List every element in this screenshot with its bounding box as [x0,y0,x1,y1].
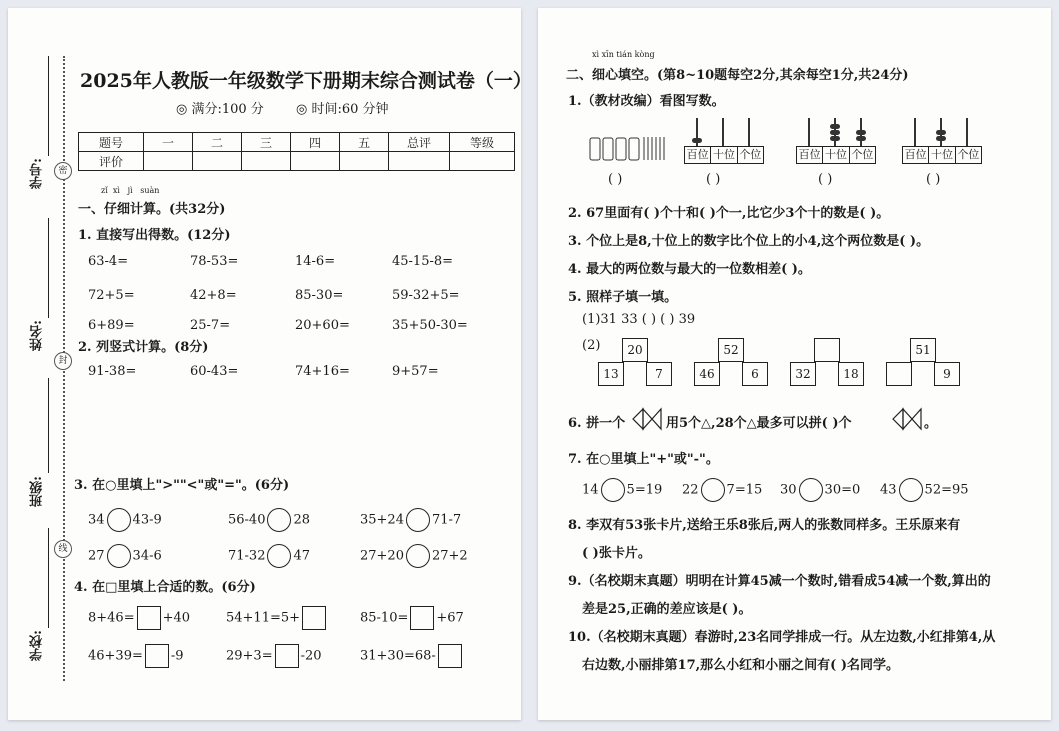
pattern-left-box: 13 [598,362,624,386]
seal-feng: 封 [54,352,72,370]
r-q9-line1: 9.（名校期末真题）明明在计算45减一个数时,错看成54减一个数,算出的 [568,574,991,589]
seal-xian: 线 [54,540,72,558]
compare-circle[interactable] [406,544,430,568]
q3-compare-item [88,508,162,532]
q3-compare-item [360,544,468,568]
q7-right-expr: 7=15 [726,482,763,498]
class-label: 班级: [30,476,45,507]
q3-right-expr: 43-9 [132,512,162,528]
compare-circle[interactable] [267,544,291,568]
pattern-top-box: 20 [622,338,648,362]
score-header-cell: 五 [340,133,389,152]
q7-left-num: 30 [780,482,797,498]
student-no-label: 学号: [30,158,45,189]
q7-left-num: 22 [682,482,699,498]
time-limit: ◎ 时间:60 分钟 [296,102,389,117]
operator-circle[interactable] [701,478,725,502]
q1-expression: 6+89= [88,318,135,333]
q3-right-expr: 34-6 [132,548,162,564]
r-q4: 4. 最大的两位数与最大的一位数相差( )。 [568,262,811,277]
pattern-right-box: 18 [838,362,864,386]
q7-item [780,478,860,502]
q1-expression: 78-53= [190,254,239,269]
q4-left-expr: 31+30=68- [360,648,436,664]
score-header-cell: 四 [291,133,340,152]
q2-item: 9+57= [392,364,439,379]
q1-answer-blank[interactable]: ( ) [706,172,721,187]
abacus-2 [796,118,876,166]
school-label: 学校: [30,630,45,661]
q3-compare-item [360,508,461,532]
name-label: 姓名: [30,320,45,351]
compare-circle[interactable] [406,508,430,532]
score-cell[interactable] [193,152,242,171]
q7-right-expr: 5=19 [626,482,663,498]
student-no-line [48,56,49,156]
abacus-ones-label: 个位 [957,148,980,161]
q3-right-expr: 71-7 [431,512,462,528]
compare-circle[interactable] [107,508,131,532]
score-table-header-row [79,133,515,152]
q1-expression: 42+8= [190,288,237,303]
r-q7-title: 7. 在○里填上"+"或"-"。 [568,452,719,467]
q4-left-expr: 8+46= [88,610,135,626]
abacus-hundreds-label: 百位 [797,147,823,163]
q1-expression: 72+5= [88,288,135,303]
school-line [48,528,49,628]
abacus-tens-label: 十位 [711,147,737,163]
q4-fill-item [226,606,328,630]
right-page [538,8,1051,720]
answer-box[interactable] [275,644,299,668]
seal-mi: 密 [54,162,72,180]
left-page [8,8,532,720]
abacus-tens-label: 十位 [929,147,955,163]
q4-fill-item [360,644,464,668]
r-q10-line1: 10.（名校期末真题）春游时,23名同学排成一行。从左边数,小红排第4,从 [568,630,996,645]
answer-box[interactable] [302,606,326,630]
r-q3: 3. 个位上是8,十位上的数字比个位上的小4,这个两位数是( )。 [568,234,930,249]
q4-left-expr: 46+39= [88,648,143,664]
q3-right-expr: 28 [293,512,311,528]
section2-pinyin: xì xīn tián kòng [592,50,655,59]
q1-answer-blank[interactable]: ( ) [926,172,941,187]
score-header-cell: 二 [193,133,242,152]
q7-left-num: 43 [880,482,897,498]
q4-left-expr: 85-10= [360,610,409,626]
score-row-label: 评价 [79,152,144,171]
score-header-cell: 题号 [79,133,144,152]
q1-expression: 85-30= [295,288,344,303]
pattern-right-box: 9 [934,362,960,386]
q3-left-expr: 27 [88,548,105,564]
abacus-ones-label: 个位 [739,148,762,161]
pattern-right-box: 7 [646,362,672,386]
counting-sticks-picture [588,134,668,164]
page-title: 2025年人教版一年级数学下册期末综合测试卷（一） [80,70,532,92]
r-q5-title: 5. 照样子填一填。 [568,290,678,305]
pattern-top-box: 51 [910,338,936,362]
q7-item [582,478,662,502]
q1-title: 1. 直接写出得数。(12分) [78,228,231,243]
section1-pinyin: zǐ xì jì suàn [101,186,160,195]
q1-expression: 59-32+5= [392,288,460,303]
pattern-left-box: 32 [790,362,816,386]
score-cell[interactable] [144,152,193,171]
q4-right-expr: +40 [162,610,191,626]
q4-fill-item [88,644,184,668]
answer-box[interactable] [410,606,434,630]
q1-expression: 14-6= [295,254,336,269]
q4-fill-item [88,606,190,630]
answer-box[interactable] [438,644,462,668]
q1-expression: 35+50-30= [392,318,468,333]
score-header-cell: 等级 [450,133,515,152]
operator-circle[interactable] [601,478,625,502]
q1-expression: 63-4= [88,254,129,269]
q4-left-expr: 54+11=5+ [226,610,301,626]
q3-left-expr: 56-40 [228,512,266,528]
score-header-cell: 一 [144,133,193,152]
q2-item: 74+16= [295,364,350,379]
q2-item: 91-38= [88,364,137,379]
abacus-hundreds-label: 百位 [685,147,711,163]
q4-right-expr: +67 [436,610,464,626]
score-header-cell: 三 [242,133,291,152]
compare-circle[interactable] [107,544,131,568]
q3-left-expr: 35+24 [360,512,404,528]
q3-left-expr: 34 [88,512,105,528]
class-line [48,378,49,473]
compare-circle[interactable] [267,508,291,532]
q7-left-num: 14 [582,482,599,498]
operator-circle[interactable] [799,478,823,502]
q7-item [682,478,762,502]
section2-title: 二、细心填空。(第8~10题每空2分,其余每空1分,共24分) [566,68,909,83]
r-q10-line2: 右边数,小丽排第17,那么小红和小丽之间有( )名同学。 [582,658,899,673]
q3-left-expr: 71-32 [228,548,266,564]
q1-expression: 20+60= [295,318,350,333]
q1-expression: 45-15-8= [392,254,454,269]
q4-right-expr: -9 [170,648,184,664]
pattern-left-box[interactable] [886,362,912,386]
r-q6-part1: 6. 拼一个 [568,416,626,431]
abacus-1 [684,118,764,166]
score-cell[interactable] [291,152,340,171]
q4-left-expr: 29+3= [226,648,273,664]
pattern-top-box[interactable] [814,338,840,362]
score-cell[interactable] [242,152,291,171]
q2-item: 60-43= [190,364,239,379]
q1-answer-blank[interactable]: ( ) [818,172,833,187]
name-line [48,218,49,318]
score-table-value-row [79,152,515,171]
q1-expression: 25-7= [190,318,231,333]
q4-fill-item [360,606,464,630]
q3-compare-item [228,544,310,568]
q7-right-expr: 52=95 [924,482,969,498]
pattern-top-box: 52 [718,338,744,362]
q7-right-expr: 30=0 [824,482,861,498]
q3-right-expr: 47 [293,548,311,564]
r-q8-line2: ( )张卡片。 [582,546,651,561]
pattern-left-box: 46 [694,362,720,386]
q3-left-expr: 27+20 [360,548,404,564]
abacus-ones-label: 个位 [851,148,874,161]
q3-title: 3. 在○里填上">""<"或"="。(6分) [74,478,290,493]
r-q5-line2-label: (2) [582,338,601,353]
q7-item [880,478,969,502]
answer-box[interactable] [137,606,161,630]
full-score: ◎ 满分:100 分 [176,102,264,117]
abacus-hundreds-label: 百位 [903,147,929,163]
r-q6-part3: 。 [924,416,938,431]
triangle-shape-icon [630,406,664,432]
score-cell[interactable] [389,152,450,171]
q4-right-expr: -20 [300,648,322,664]
answer-box[interactable] [145,644,169,668]
abacus-3 [902,118,982,166]
q3-right-expr: 27+2 [431,548,468,564]
score-table [78,132,515,171]
score-cell[interactable] [450,152,515,171]
triangle-shape-icon [890,406,924,432]
abacus-tens-label: 十位 [823,147,849,163]
q3-compare-item [228,508,310,532]
r-q2: 2. 67里面有( )个十和( )个一,比它少3个十的数是( )。 [568,206,890,221]
q4-title: 4. 在□里填上合适的数。(6分) [74,580,256,595]
operator-circle[interactable] [899,478,923,502]
q2-title: 2. 列竖式计算。(8分) [78,340,209,355]
pattern-right-box: 6 [742,362,768,386]
r-q5-line1: (1)31 33 ( ) ( ) 39 [582,312,696,327]
r-q9-line2: 差是25,正确的差应该是( )。 [582,602,752,617]
q1-answer-blank[interactable]: ( ) [608,172,623,187]
section1-title: 一、仔细计算。(共32分) [78,202,226,217]
score-header-cell: 总评 [389,133,450,152]
q3-compare-item [88,544,162,568]
q4-fill-item [226,644,322,668]
r-q1-title: 1.（教材改编）看图写数。 [568,94,725,109]
score-cell[interactable] [340,152,389,171]
r-q8-line1: 8. 李双有53张卡片,送给王乐8张后,两人的张数同样多。王乐原来有 [568,518,961,533]
r-q6-part2: 用5个△,28个△最多可以拼( )个 [666,416,852,431]
